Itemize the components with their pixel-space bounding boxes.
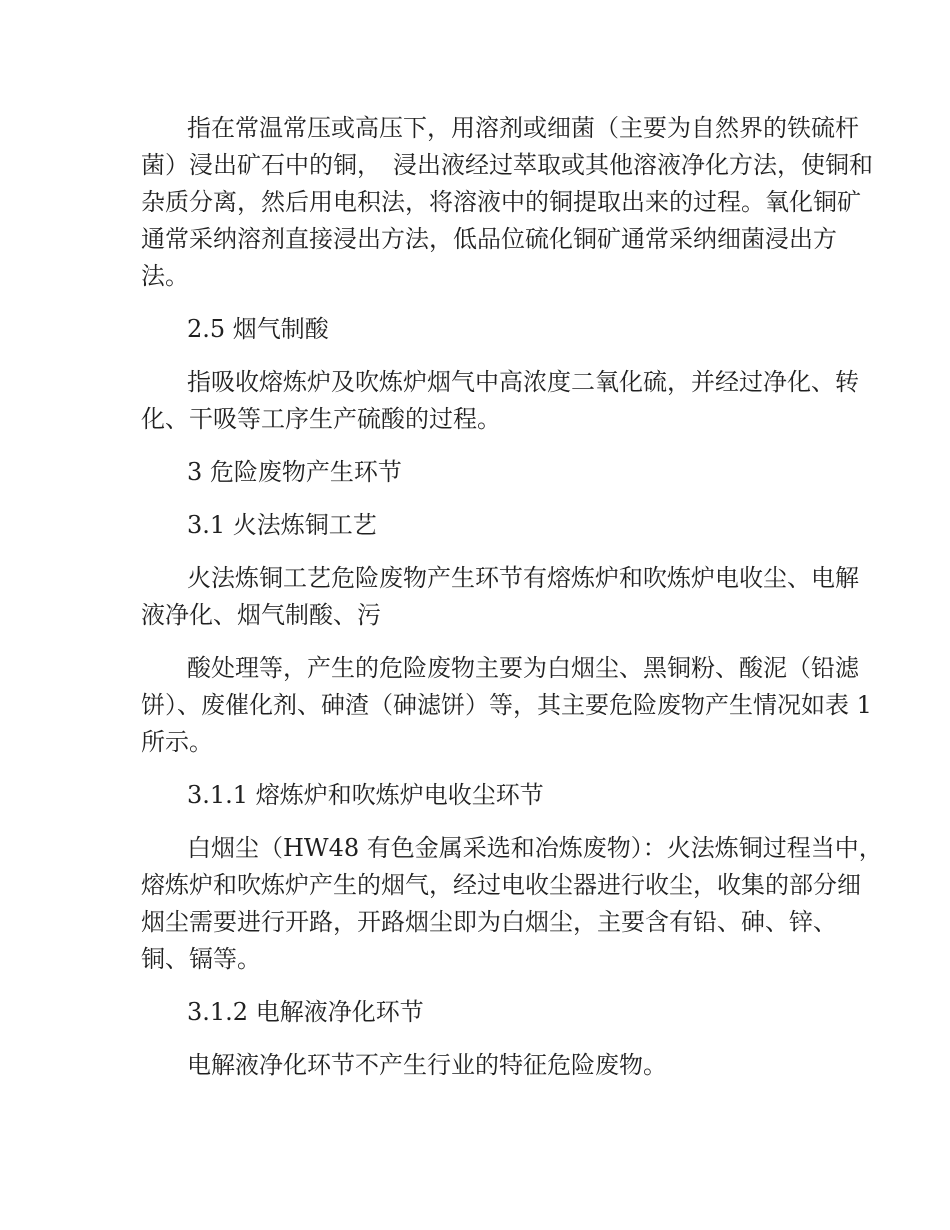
section-heading: 3.1 火法炼铜工艺 [187,511,377,539]
paragraph-line: 火法炼铜工艺危险废物产生环节有熔炼炉和吹炼炉电收尘、电解 [187,564,859,592]
paragraph-line: 电解液净化环节不产生行业的特征危险废物。 [187,1051,667,1079]
paragraph-waste-sources [141,560,890,634]
paragraph-line: 所示。 [141,728,213,756]
paragraph-line: 法。 [141,262,189,290]
paragraph-line: 酸处理等，产生的危险废物主要为白烟尘、黑铜粉、酸泥（铅滤 [187,654,859,682]
section-heading: 3 危险废物产生环节 [187,458,402,486]
paragraph-white-dust [141,830,890,978]
paragraph-electrolyte-purification [141,1047,890,1084]
section-heading: 3.1.2 电解液净化环节 [187,998,424,1026]
paragraph-leaching-process [141,110,890,295]
paragraph-line: 饼）、废催化剂、砷渣（砷滤饼）等，其主要危险废物产生情况如表 1 [141,691,872,719]
paragraph-line: 指吸收熔炼炉及吹炼炉烟气中高浓度二氧化硫，并经过净化、转 [187,368,859,396]
paragraph-line: 熔炼炉和吹炼炉产生的烟气，经过电收尘器进行收尘，收集的部分细 [141,871,861,899]
paragraph-main-wastes [141,650,890,761]
paragraph-line: 铜、镉等。 [141,945,261,973]
paragraph-line: 通常采纳溶剂直接浸出方法，低品位硫化铜矿通常采纳细菌浸出方 [141,225,837,253]
paragraph-line: 白烟尘（HW48 有色金属采选和冶炼废物）：火法炼铜过程当中， [187,834,883,862]
paragraph-line: 烟尘需要进行开路，开路烟尘即为白烟尘，主要含有铅、砷、锌、 [141,908,837,936]
section-heading-3-1-2 [141,994,890,1031]
paragraph-line: 菌）浸出矿石中的铜， 浸出液经过萃取或其他溶液净化方法，使铜和 [141,151,873,179]
paragraph-line: 指在常温常压或高压下，用溶剂或细菌（主要为自然界的铁硫杆 [187,114,859,142]
section-heading: 2.5 烟气制酸 [187,315,329,343]
section-heading-3 [141,454,890,491]
paragraph-line: 杂质分离，然后用电积法，将溶液中的铜提取出来的过程。氧化铜矿 [141,188,861,216]
section-heading-3-1-1 [141,777,890,814]
section-heading-3-1 [141,507,890,544]
paragraph-line: 液净化、烟气制酸、污 [141,601,381,629]
paragraph-flue-gas-acid [141,364,890,438]
paragraph-line: 化、干吸等工序生产硫酸的过程。 [141,405,501,433]
section-heading-2-5 [141,311,890,348]
section-heading: 3.1.1 熔炼炉和吹炼炉电收尘环节 [187,781,544,809]
